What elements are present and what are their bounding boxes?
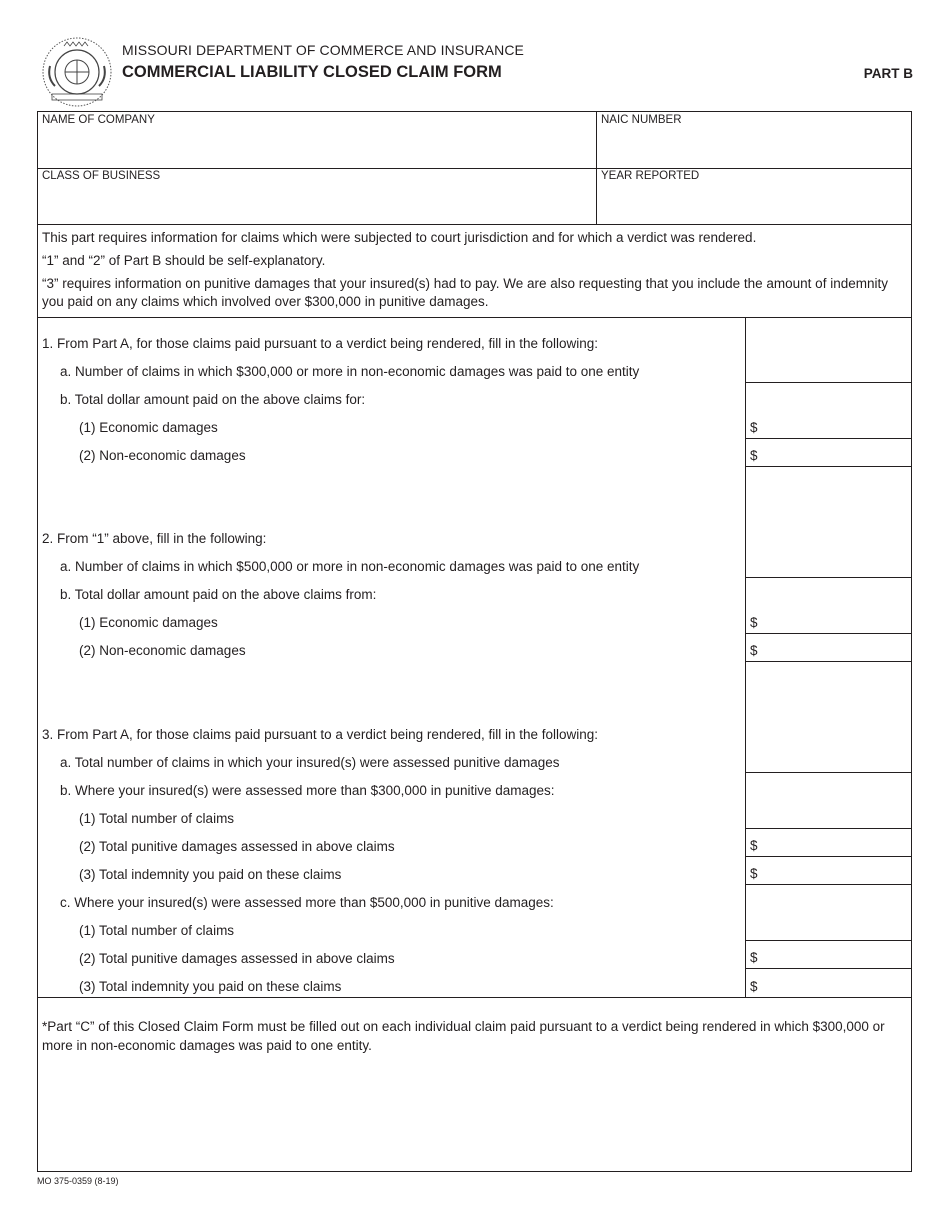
year-reported-field[interactable]	[597, 168, 912, 224]
question-2a: a. Number of claims in which $500,000 or more in non-economic damages was paid to one entity	[60, 559, 640, 574]
answer-3b2-input[interactable]	[760, 833, 910, 855]
question-3: 3. From Part A, for those claims paid pursuant to a verdict being rendered, fill in the following:	[42, 727, 599, 742]
answer-3c1-input[interactable]	[760, 917, 910, 939]
answer-2b2-cell[interactable]	[746, 634, 912, 662]
intro-line-1: This part requires information for claims which were subjected to court jurisdiction and for which a verdict was rendered.	[42, 230, 757, 245]
dollar-sign: $	[750, 866, 758, 881]
answer-1b1-input[interactable]	[760, 415, 910, 437]
question-2b1: (1) Economic damages	[79, 615, 218, 630]
part-label: PART B	[863, 66, 913, 81]
question-1b1: (1) Economic damages	[79, 420, 218, 435]
answer-3c2-cell[interactable]	[746, 941, 912, 969]
intro-line-2: “1” and “2” of Part B should be self-explanatory.	[42, 253, 326, 268]
missouri-state-seal-icon	[38, 36, 116, 108]
question-2b: b. Total dollar amount paid on the above claims from:	[60, 587, 377, 602]
question-1a: a. Number of claims in which $300,000 or more in non-economic damages was paid to one entity	[60, 364, 640, 379]
question-2: 2. From “1” above, fill in the following:	[42, 531, 267, 546]
question-3c1: (1) Total number of claims	[79, 923, 235, 938]
question-1: 1. From Part A, for those claims paid pursuant to a verdict being rendered, fill in the following:	[42, 336, 599, 351]
footnote: *Part “C” of this Closed Claim Form must be filled out on each individual claim paid pursuant to a verdict being rendered in which $300,000 or more in non-economic damages was paid to one entity.	[42, 1019, 885, 1053]
dollar-sign: $	[750, 448, 758, 463]
naic-number-field[interactable]	[597, 112, 912, 168]
row-divider	[38, 224, 912, 225]
dollar-sign: $	[750, 643, 758, 658]
question-3a: a. Total number of claims in which your insured(s) were assessed punitive damages	[60, 755, 560, 770]
answer-3b3-input[interactable]	[760, 861, 910, 883]
answer-3b1-cell[interactable]	[746, 773, 912, 829]
answer-3b3-cell[interactable]	[746, 857, 912, 885]
company-name-input[interactable]	[42, 134, 592, 164]
question-3c2: (2) Total punitive damages assessed in above claims	[79, 951, 395, 966]
form-body	[37, 111, 912, 1172]
form-number: MO 375-0359 (8-19)	[37, 1176, 119, 1186]
dollar-sign: $	[750, 420, 758, 435]
naic-number-label: NAIC NUMBER	[601, 114, 682, 126]
dollar-sign: $	[750, 950, 758, 965]
class-of-business-input[interactable]	[42, 190, 592, 220]
answer-3c3-cell[interactable]	[746, 969, 912, 997]
question-3b: b. Where your insured(s) were assessed more than $300,000 in punitive damages:	[60, 783, 555, 798]
answer-3b1-input[interactable]	[760, 805, 910, 827]
answer-3c1-cell[interactable]	[746, 885, 912, 941]
answer-2b1-input[interactable]	[760, 610, 910, 632]
answer-2a-input[interactable]	[760, 554, 910, 576]
answer-1b2-cell[interactable]	[746, 439, 912, 467]
question-3b2: (2) Total punitive damages assessed in above claims	[79, 839, 395, 854]
dollar-sign: $	[750, 615, 758, 630]
answer-2b1-cell[interactable]	[746, 606, 912, 634]
company-name-label: NAME OF COMPANY	[42, 114, 155, 126]
year-reported-input[interactable]	[601, 190, 908, 220]
section-divider	[38, 997, 912, 998]
company-name-field[interactable]	[38, 112, 596, 168]
answer-1b1-cell[interactable]	[746, 411, 912, 439]
answer-3c3-input[interactable]	[760, 974, 910, 996]
form-title: COMMERCIAL LIABILITY CLOSED CLAIM FORM	[122, 63, 502, 81]
question-3c: c. Where your insured(s) were assessed more than $500,000 in punitive damages:	[60, 895, 554, 910]
answer-1b2-input[interactable]	[760, 443, 910, 465]
class-of-business-label: CLASS OF BUSINESS	[42, 170, 161, 182]
answer-3b2-cell[interactable]	[746, 829, 912, 857]
answer-1a-cell[interactable]	[746, 317, 912, 383]
intro-line-3: “3” requires information on punitive damages that your insured(s) had to pay. We are also requesting that you include the amount of indemnity you paid on any claims which involved over $300,000 in punitive damages.	[42, 276, 888, 309]
answer-2a-cell[interactable]	[746, 467, 912, 578]
question-3c3: (3) Total indemnity you paid on these claims	[79, 979, 342, 994]
department-name: MISSOURI DEPARTMENT OF COMMERCE AND INSURANCE	[122, 42, 524, 58]
question-2b2: (2) Non-economic damages	[79, 643, 246, 658]
dollar-sign: $	[750, 838, 758, 853]
answer-3c2-input[interactable]	[760, 945, 910, 967]
answer-3a-input[interactable]	[760, 749, 910, 771]
answer-1a-input[interactable]	[760, 359, 910, 381]
answer-3a-cell[interactable]	[746, 662, 912, 773]
question-1b2: (2) Non-economic damages	[79, 448, 246, 463]
naic-number-input[interactable]	[601, 134, 908, 164]
answer-2b2-input[interactable]	[760, 638, 910, 660]
class-of-business-field[interactable]	[38, 168, 596, 224]
question-3b3: (3) Total indemnity you paid on these claims	[79, 867, 342, 882]
question-1b: b. Total dollar amount paid on the above claims for:	[60, 392, 366, 407]
question-3b1: (1) Total number of claims	[79, 811, 235, 826]
dollar-sign: $	[750, 979, 758, 994]
year-reported-label: YEAR REPORTED	[601, 170, 700, 182]
